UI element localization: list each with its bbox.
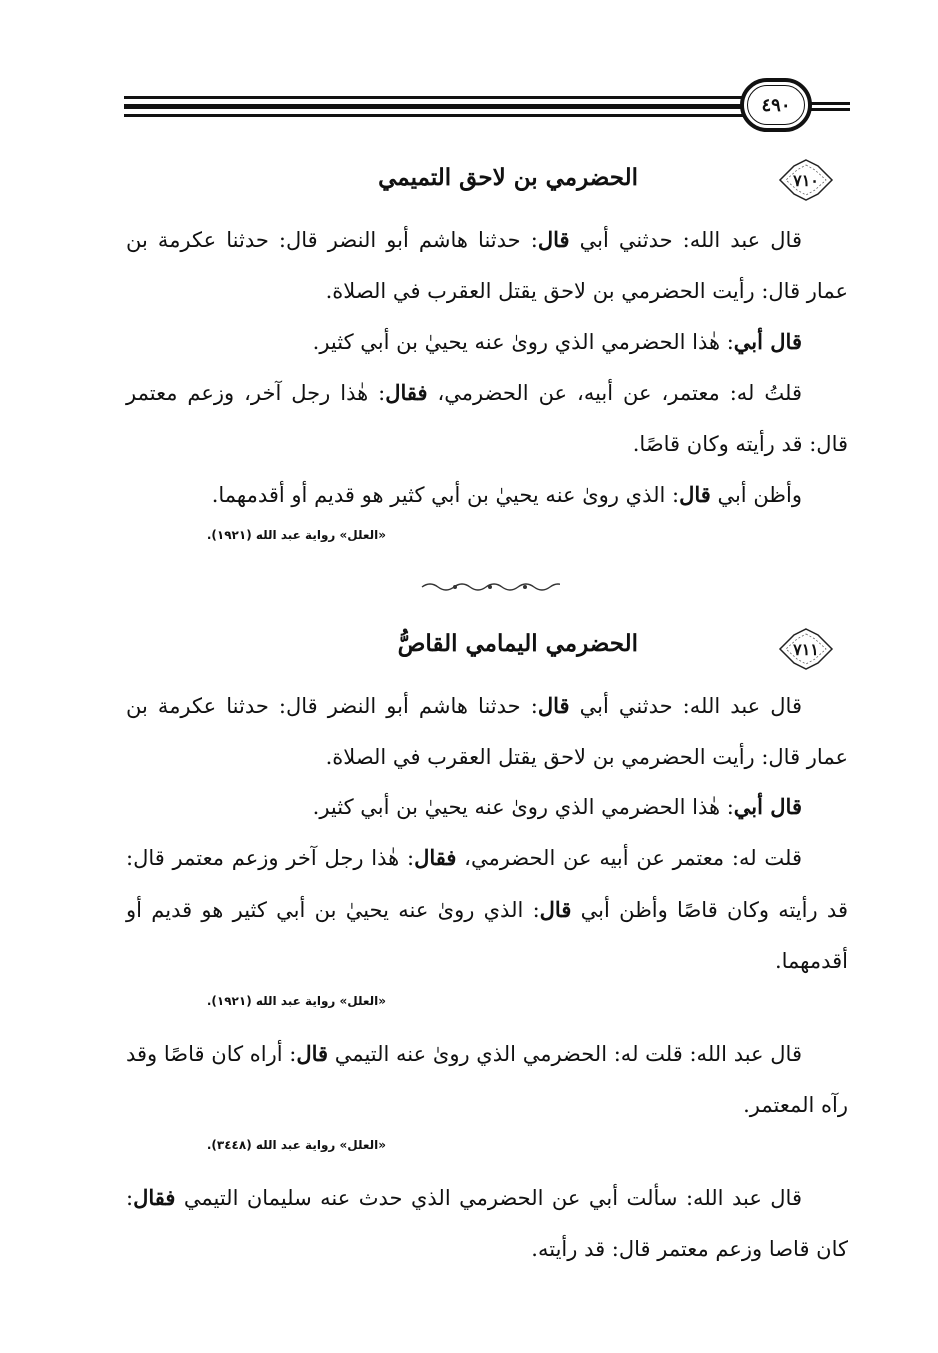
reference-citation: «العلل» رواية عبد الله (١٩٢١). [206,528,386,542]
header-rule [124,114,764,117]
entry-title: الحضرمي اليمامي القاصُّ [397,630,638,657]
page-number-frame [740,78,812,132]
entry-number: ٧١٠ [793,170,819,190]
header-rule [124,104,764,109]
reference-citation: «العلل» رواية عبد الله (١٩٢١). [206,994,386,1008]
paragraph: قال عبد الله: سألت أبي عن الحضرمي الذي حدث عنه سليمان التيمي فقال: كان قاصا وزعم معتمر قال: قد رأيته. [126,1185,848,1261]
entry-number: ٧١١ [793,639,819,659]
paragraph: قال عبد الله: حدثني أبي قال: حدثنا هاشم أبو النضر قال: حدثنا عكرمة بن عمار قال: رأيت الحضرمي بن لاحق يقتل العقرب في الصلاة. [126,227,848,303]
entry-number-badge [778,158,834,202]
header-rule-right [808,102,850,111]
paragraph: قال أبي: هٰذا الحضرمي الذي رویٰ عنه يحييٰ بن أبي كثير. [312,329,802,354]
paragraph: قال عبد الله: حدثني أبي قال: حدثنا هاشم أبو النضر قال: حدثنا عكرمة بن عمار قال: رأيت الحضرمي بن لاحق يقتل العقرب في الصلاة. [126,693,848,769]
paragraph: قلتُ له: معتمر، عن أبيه، عن الحضرمي، فقال: هٰذا رجل آخر، وزعم معتمر قال: قد رأيته وكان قاصًا. [126,380,848,456]
header-rule [124,96,764,99]
entry-number-badge [778,627,834,671]
entry-title: الحضرمي بن لاحق التميمي [378,164,638,191]
ornament-divider-icon [420,580,560,594]
reference-citation: «العلل» رواية عبد الله (٣٤٤٨). [206,1138,386,1152]
page-number: ٤٩٠ [761,94,791,116]
paragraph: قلت له: معتمر عن أبيه عن الحضرمي، فقال: هٰذا رجل آخر وزعم معتمر قال: قد رأيته وكان قاصًا وأظن أبي قال: الذي رویٰ عنه يحييٰ بن أبي كثير هو قديم أو أقدمهما. [126,845,848,973]
paragraph: قال أبي: هٰذا الحضرمي الذي رویٰ عنه يحييٰ بن أبي كثير. [312,794,802,819]
paragraph: قال عبد الله: قلت له: الحضرمي الذي رویٰ عنه التيمي قال: أراه كان قاصًا وقد رآه المعتمر. [126,1041,848,1117]
paragraph: وأظن أبي قال: الذي رویٰ عنه يحييٰ بن أبي كثير هو قديم أو أقدمهما. [211,482,802,507]
